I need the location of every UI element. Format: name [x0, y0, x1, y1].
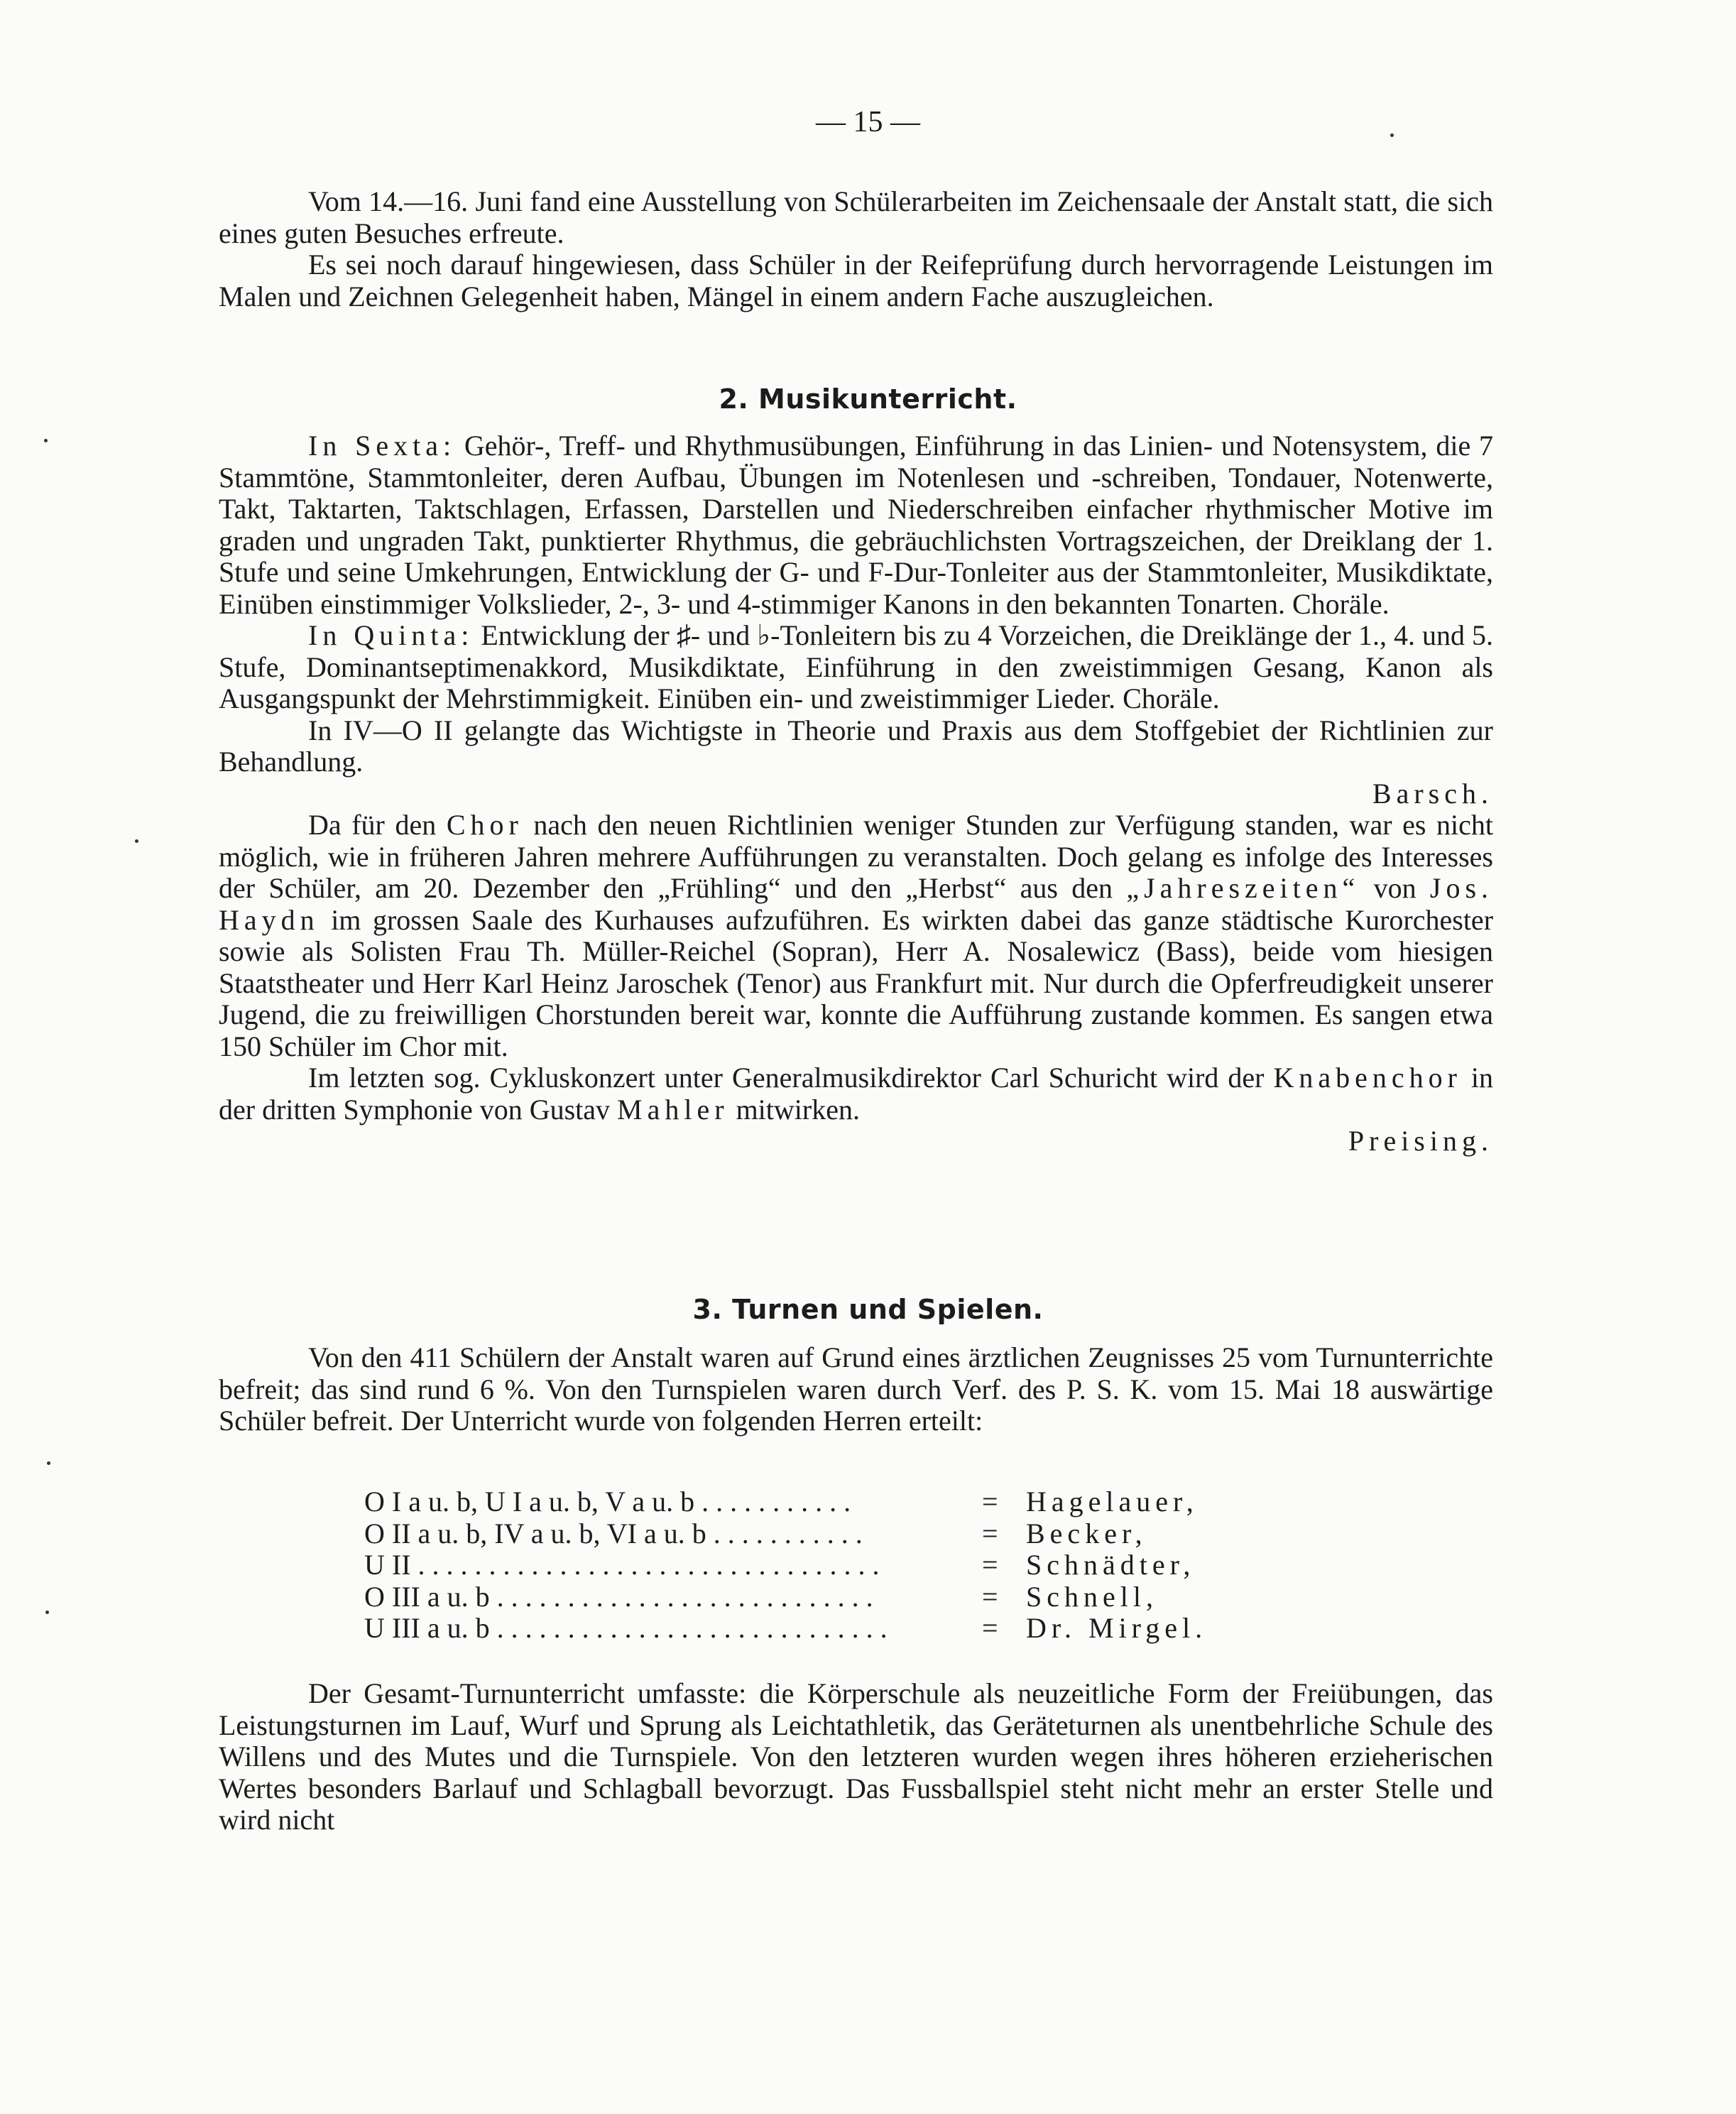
roster-equals: =: [982, 1549, 998, 1581]
sport-paragraph-1: Von den 411 Schülern der Anstalt waren auf Grund eines ärztlichen Zeugnisses 25 vom Turnunterrichte befreit; das sind rund 6 %. Von den Turnspielen waren durch Verf. des P. S. K. vom 15. Mai 18 auswärtige Schüler befreit. Der Unterricht wurde von folgenden Herren erteilt:: [219, 1341, 1493, 1437]
roster-equals: =: [982, 1486, 998, 1518]
page-number: — 15 —: [816, 106, 920, 138]
roster-row: [364, 1486, 1207, 1518]
roster-row: [364, 1581, 1207, 1613]
sport-intro: [219, 1342, 1493, 1437]
quinta-text: Entwicklung der ♯- und ♭-Tonleitern bis zu 4 Vorzeichen, die Dreiklänge der 1., 4. und 5. Stufe, Dominantseptimenakkord, Musikdiktate, Einführung in den zweistimmigen Gesang, Kanon als Ausgangspunkt der Mehrstimmigkeit. Einüben ein- und zweistimmiger Lieder. Choräle.: [219, 619, 1493, 714]
quinta-paragraph: [219, 620, 1493, 715]
roster-teacher: Dr. Mirgel.: [1026, 1612, 1208, 1644]
roster-classes: U III a u. b . . . . . . . . . . . . . . . . . . . . . . . . . . . .: [364, 1613, 888, 1644]
roster-classes: O II a u. b, IV a u. b, VI a u. b . . . . . . . . . . .: [364, 1518, 863, 1549]
sport-body: [219, 1678, 1493, 1836]
roster-equals: =: [982, 1612, 998, 1644]
roster-row: [364, 1518, 1207, 1550]
sport-paragraph-2: Der Gesamt-Turnunterricht umfasste: die Körperschule als neuzeitliche Form der Freiübungen, das Leistungsturnen im Lauf, Wurf und Sprung als Leichtathletik, das Geräteturnen als unentbehrliche Schule des Willens und des Mutes und die Turnspiele. Von den letzteren wurden wegen ihres höheren erzieherischen Wertes besonders Barlauf und Schlagball bevorzugt. Das Fussballspiel steht nicht mehr an erster Stelle und wird nicht: [219, 1677, 1493, 1836]
roster-classes: O III a u. b . . . . . . . . . . . . . . . . . . . . . . . . . . .: [364, 1581, 873, 1613]
concert-text-1: Im letzten sog. Cykluskonzert unter Generalmusikdirektor Carl Schuricht wird der: [308, 1062, 1265, 1094]
upper-classes-paragraph: [219, 715, 1493, 810]
roster-classes: U II . . . . . . . . . . . . . . . . . . . . . . . . . . . . . . . . .: [364, 1549, 880, 1581]
choir-text-4: im grossen Saale des Kurhauses aufzuführen. Es wirkten dabei das ganze städtische Kurorchester sowie als Solisten Frau Th. Müller-Reichel (Sopran), Herr A. Nosalewicz (Bass), beide vom hiesigen Staatstheater und Herr Karl Heinz Jaroschek (Tenor) aus Frankfurt mit. Nur durch die Opferfreudigkeit unserer Jugend, die zu freiwilligen Chorstunden bereit war, konnte die Aufführung zustande kommen. Es sangen etwa 150 Schüler im Chor mit.: [219, 903, 1494, 1062]
scan-speck: [135, 839, 138, 843]
signature-barsch: Barsch.: [1372, 777, 1493, 810]
roster-teacher: Schnell,: [1026, 1580, 1158, 1613]
reifepruefung-paragraph: Es sei noch darauf hingewiesen, dass Schüler in der Reifeprüfung durch hervorragende Leistungen im Malen und Zeichnen Gelegenheit haben, Mängel in einem andern Fache auszugleichen.: [219, 249, 1493, 312]
choir-work-title: „Jahreszeiten“: [1126, 872, 1360, 904]
concert-choir: Knabenchor: [1273, 1062, 1462, 1094]
exhibition-paragraph: Vom 14.—16. Juni fand eine Ausstellung von Schülerarbeiten im Zeichensaale der Anstalt statt, die sich eines guten Besuches erfreute.: [219, 185, 1493, 249]
roster-row: [364, 1549, 1207, 1581]
roster-teacher: Hagelauer,: [1026, 1486, 1199, 1518]
concert-paragraph: [219, 1062, 1493, 1157]
choir-word: Chor: [446, 809, 523, 841]
quinta-label: In Quinta:: [308, 619, 474, 651]
roster-row: [364, 1613, 1207, 1645]
teacher-roster: [364, 1486, 1207, 1645]
scan-speck: [45, 1611, 49, 1614]
roster-teacher: Becker,: [1026, 1517, 1147, 1549]
concert-composer: Mahler: [617, 1093, 729, 1126]
upper-classes-text: In IV—O II gelangte das Wichtigste in Theorie und Praxis aus dem Stoffgebiet der Richtlinien zur Behandlung.: [219, 714, 1493, 778]
choir-text-2: nach den neuen Richtlinien weniger Stunden zur Verfügung standen, war es nicht möglich, wie in früheren Jahren mehrere Aufführungen zu veranstalten. Doch gelang es infolge des Interesses der Schüler, am 20. Dezember den „Frühling“ und den „Herbst“ aus den: [219, 809, 1493, 904]
music-section: [219, 430, 1493, 1157]
sexta-paragraph: [219, 430, 1493, 620]
concert-text-3: mitwirken.: [736, 1093, 860, 1126]
roster-equals: =: [982, 1517, 998, 1549]
choir-paragraph: [219, 810, 1493, 1062]
choir-text-3: von: [1373, 872, 1416, 904]
roster-classes: O I a u. b, U I a u. b, V a u. b . . . . . . . . . . .: [364, 1486, 851, 1518]
concert-text-2: in der dritten Symphonie von Gustav: [219, 1062, 1494, 1126]
art-section: [219, 186, 1493, 312]
sexta-label: In Sexta:: [308, 430, 457, 462]
scan-speck: [44, 439, 48, 442]
roster-equals: =: [982, 1580, 998, 1613]
signature-preising: Preising.: [1348, 1125, 1493, 1157]
roster-teacher: Schnädter,: [1026, 1549, 1196, 1581]
choir-text-1: Da für den: [308, 809, 437, 841]
music-heading: 2. Musikunterricht.: [719, 383, 1017, 415]
scan-speck: [47, 1461, 50, 1465]
scan-speck: [1390, 134, 1394, 137]
choir-composer: Jos. Haydn: [219, 872, 1494, 936]
sport-heading: 3. Turnen und Spielen.: [692, 1294, 1044, 1325]
sexta-text: Gehör-, Treff- und Rhythmusübungen, Einführung in das Linien- und Notensystem, die 7 Stammtöne, Stammtonleiter, deren Aufbau, Übungen im Notenlesen und -schreiben, Tondauer, Notenwerte, Takt, Taktarten, Taktschlagen, Erfassen, Darstellen und Niederschreiben einfacher rhythmischer Motive im graden und ungraden Takt, punktierter Rhythmus, die gebräuchlichsten Vortragszeichen, der Dreiklang der 1. Stufe und seine Umkehrungen, Entwicklung der G- und F-Dur-Tonleiter aus der Stammtonleiter, Musikdiktate, Einüben einstimmiger Volkslieder, 2-, 3- und 4-stimmiger Kanons in den bekannten Tonarten. Choräle.: [219, 430, 1493, 620]
